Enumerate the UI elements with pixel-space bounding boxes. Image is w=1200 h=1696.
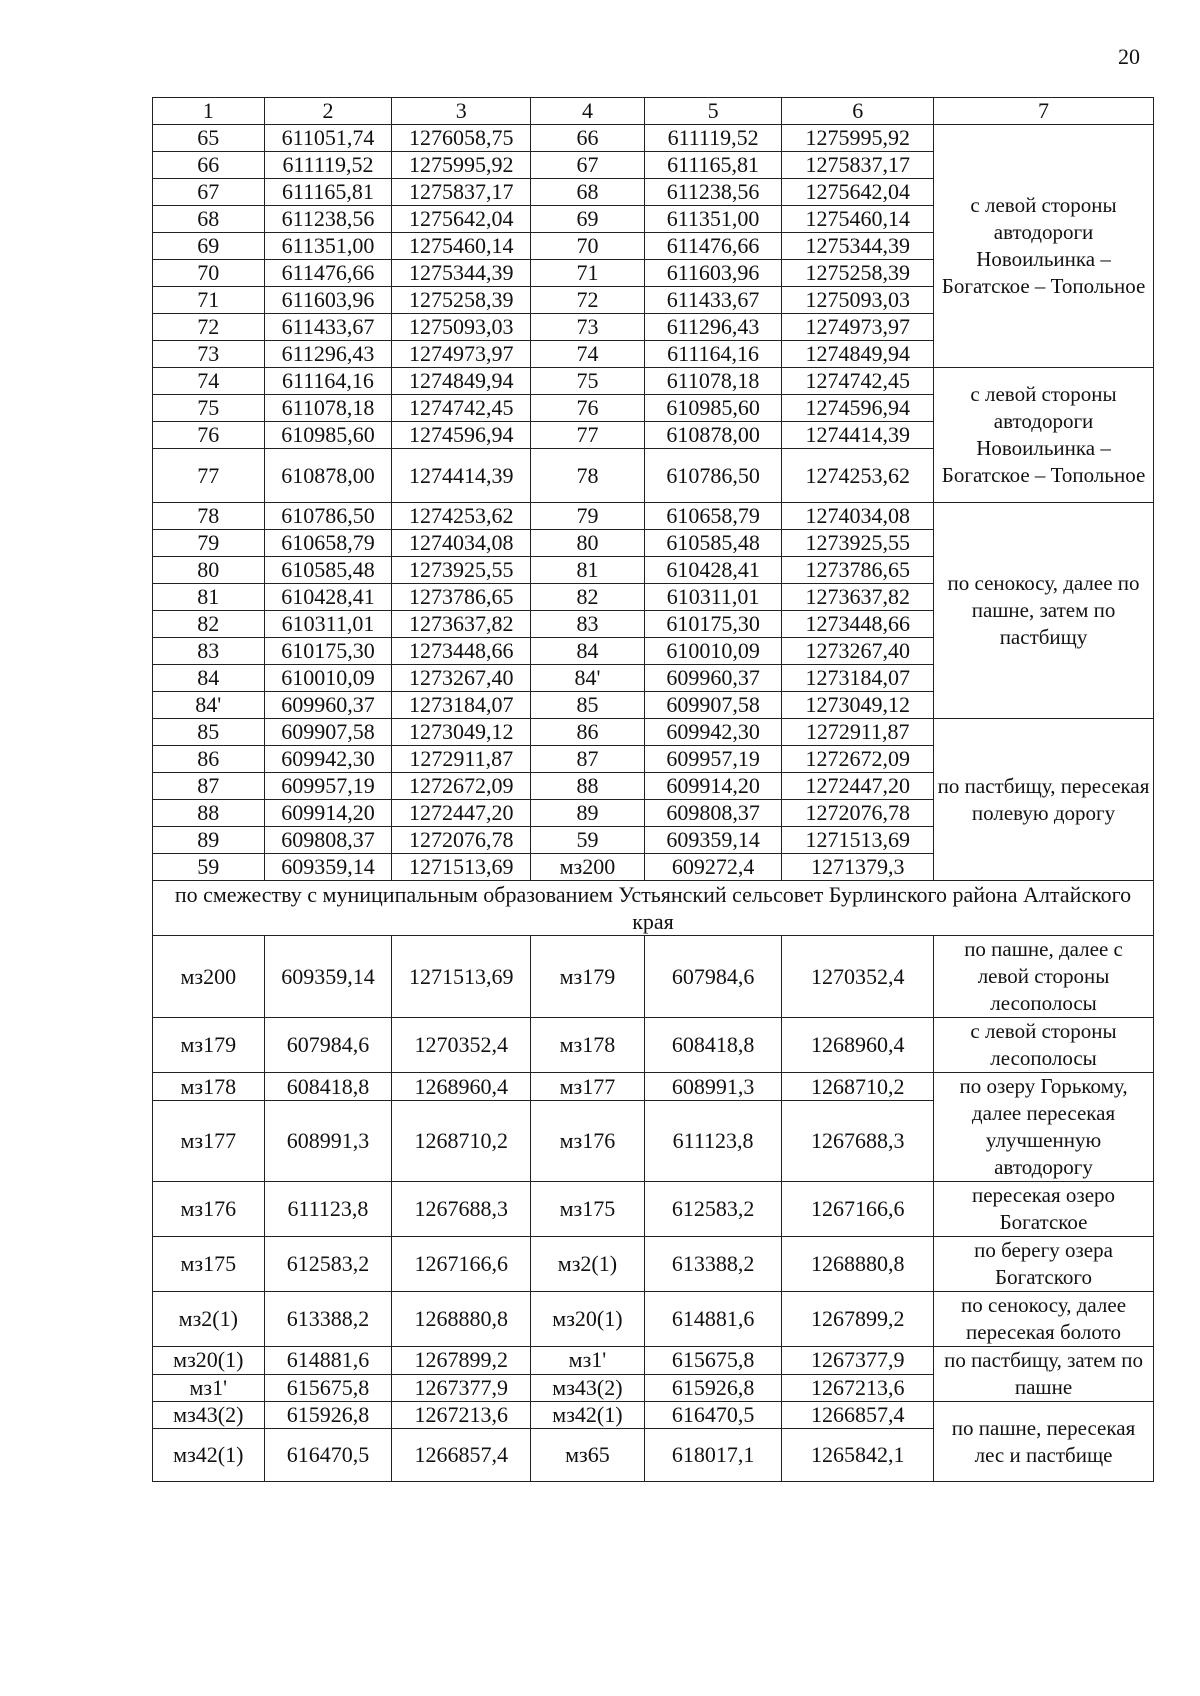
cell-c1: мз200 [153,936,265,1018]
cell-c5: 611123,8 [644,1101,782,1182]
cell-c3: 1273267,40 [392,665,531,692]
table-row [153,1402,1154,1429]
cell-c1: 85 [153,719,265,746]
cell-c5: 615675,8 [644,1347,782,1375]
cell-c2: 611123,8 [264,1182,392,1237]
cell-c3: 1271513,69 [392,936,531,1018]
cell-c5: 611165,81 [644,152,782,179]
cell-c6: 1273448,66 [782,611,934,638]
cell-c5: 609907,58 [644,692,782,719]
cell-c2: 608991,3 [264,1101,392,1182]
cell-c6: 1267899,2 [782,1292,934,1347]
cell-c2: 611164,16 [264,368,392,395]
cell-c1: 66 [153,152,265,179]
cell-c2: 612583,2 [264,1237,392,1292]
cell-c5: 611433,67 [644,287,782,314]
cell-c6: 1273049,12 [782,692,934,719]
boundary-description: с левой стороны автодороги Новоильинка – Богатское – Топольное [934,125,1154,368]
cell-c2: 610175,30 [264,638,392,665]
cell-c1: 84' [153,692,265,719]
cell-c4: 87 [531,746,645,773]
cell-c3: 1267377,9 [392,1374,531,1402]
table-row [153,1347,1154,1375]
header-cell: 4 [531,98,645,125]
cell-c6: 1273184,07 [782,665,934,692]
cell-c3: 1273637,82 [392,611,531,638]
cell-c4: 75 [531,368,645,395]
cell-c6: 1272076,78 [782,800,934,827]
cell-c2: 611603,96 [264,287,392,314]
cell-c5: 608418,8 [644,1018,782,1073]
cell-c3: 1267688,3 [392,1182,531,1237]
cell-c5: 616470,5 [644,1402,782,1429]
cell-c3: 1275258,39 [392,287,531,314]
cell-c3: 1274742,45 [392,395,531,422]
cell-c6: 1266857,4 [782,1402,934,1429]
cell-c1: 71 [153,287,265,314]
cell-c4: 74 [531,341,645,368]
cell-c4: мз176 [531,1101,645,1182]
cell-c4: мз179 [531,936,645,1018]
cell-c6: 1268960,4 [782,1018,934,1073]
cell-c1: 74 [153,368,265,395]
table-row [153,1292,1154,1347]
cell-c2: 607984,6 [264,1018,392,1073]
header-cell: 3 [392,98,531,125]
table-row [153,1237,1154,1292]
cell-c2: 611238,56 [264,206,392,233]
cell-c5: 609272,4 [644,854,782,881]
cell-c1: мз179 [153,1018,265,1073]
boundary-description: с левой стороны лесополосы [934,1018,1154,1073]
cell-c3: 1274849,94 [392,368,531,395]
cell-c4: 82 [531,584,645,611]
cell-c4: 72 [531,287,645,314]
cell-c6: 1274742,45 [782,368,934,395]
cell-c2: 609942,30 [264,746,392,773]
cell-c4: мз20(1) [531,1292,645,1347]
cell-c4: мз42(1) [531,1402,645,1429]
cell-c3: 1274414,39 [392,449,531,503]
cell-c3: 1273448,66 [392,638,531,665]
header-cell: 7 [934,98,1154,125]
cell-c6: 1272447,20 [782,773,934,800]
cell-c1: 78 [153,503,265,530]
cell-c5: 609942,30 [644,719,782,746]
cell-c3: 1273786,65 [392,584,531,611]
cell-c5: 610786,50 [644,449,782,503]
cell-c3: 1273184,07 [392,692,531,719]
cell-c2: 611433,67 [264,314,392,341]
cell-c1: 76 [153,422,265,449]
cell-c1: мз2(1) [153,1292,265,1347]
cell-c2: 609957,19 [264,773,392,800]
cell-c3: 1266857,4 [392,1429,531,1482]
cell-c4: мз175 [531,1182,645,1237]
cell-c6: 1275460,14 [782,206,934,233]
cell-c2: 609359,14 [264,854,392,881]
cell-c2: 615675,8 [264,1374,392,1402]
cell-c1: 65 [153,125,265,152]
cell-c2: 613388,2 [264,1292,392,1347]
cell-c5: 609808,37 [644,800,782,827]
cell-c4: 68 [531,179,645,206]
cell-c6: 1274414,39 [782,422,934,449]
cell-c2: 615926,8 [264,1402,392,1429]
header-row [153,98,1154,125]
table-row [153,1073,1154,1101]
cell-c5: 610311,01 [644,584,782,611]
cell-c4: 70 [531,233,645,260]
cell-c6: 1267377,9 [782,1347,934,1375]
cell-c3: 1274596,94 [392,422,531,449]
cell-c2: 611051,74 [264,125,392,152]
cell-c2: 610311,01 [264,611,392,638]
cell-c4: мз2(1) [531,1237,645,1292]
table-row [153,368,1154,395]
cell-c5: 609957,19 [644,746,782,773]
cell-c5: 612583,2 [644,1182,782,1237]
cell-c3: 1274253,62 [392,503,531,530]
cell-c2: 616470,5 [264,1429,392,1482]
cell-c1: 59 [153,854,265,881]
cell-c3: 1275460,14 [392,233,531,260]
cell-c6: 1275258,39 [782,260,934,287]
cell-c6: 1273925,55 [782,530,934,557]
cell-c2: 609907,58 [264,719,392,746]
table-row [153,936,1154,1018]
table-row [153,503,1154,530]
cell-c6: 1265842,1 [782,1429,934,1482]
cell-c3: 1268880,8 [392,1292,531,1347]
cell-c6: 1272911,87 [782,719,934,746]
cell-c5: 611603,96 [644,260,782,287]
cell-c6: 1271513,69 [782,827,934,854]
cell-c6: 1272672,09 [782,746,934,773]
cell-c5: 611164,16 [644,341,782,368]
cell-c1: 81 [153,584,265,611]
header-cell: 1 [153,98,265,125]
cell-c3: 1267166,6 [392,1237,531,1292]
cell-c4: 77 [531,422,645,449]
cell-c6: 1274973,97 [782,314,934,341]
cell-c2: 611351,00 [264,233,392,260]
cell-c6: 1274849,94 [782,341,934,368]
cell-c5: 611351,00 [644,206,782,233]
cell-c3: 1267213,6 [392,1402,531,1429]
coordinates-table [152,97,1154,1482]
cell-c1: мз43(2) [153,1402,265,1429]
cell-c6: 1275093,03 [782,287,934,314]
cell-c4: мз1' [531,1347,645,1375]
boundary-description: по пастбищу, затем по пашне [934,1347,1154,1402]
cell-c2: 610786,50 [264,503,392,530]
cell-c5: 611238,56 [644,179,782,206]
cell-c1: 89 [153,827,265,854]
cell-c4: 86 [531,719,645,746]
cell-c1: 79 [153,530,265,557]
cell-c4: мз65 [531,1429,645,1482]
cell-c4: 80 [531,530,645,557]
cell-c6: 1273637,82 [782,584,934,611]
cell-c4: мз43(2) [531,1374,645,1402]
cell-c1: мз20(1) [153,1347,265,1375]
cell-c4: 89 [531,800,645,827]
cell-c2: 609808,37 [264,827,392,854]
cell-c3: 1271513,69 [392,854,531,881]
cell-c1: мз1' [153,1374,265,1402]
cell-c3: 1275642,04 [392,206,531,233]
cell-c2: 609960,37 [264,692,392,719]
header-cell: 5 [644,98,782,125]
cell-c5: 609359,14 [644,827,782,854]
cell-c4: 83 [531,611,645,638]
cell-c3: 1274973,97 [392,341,531,368]
cell-c1: 82 [153,611,265,638]
cell-c1: мз176 [153,1182,265,1237]
cell-c1: 83 [153,638,265,665]
cell-c1: 88 [153,800,265,827]
cell-c6: 1275642,04 [782,179,934,206]
cell-c6: 1275995,92 [782,125,934,152]
boundary-description: по берегу озера Богатского [934,1237,1154,1292]
boundary-description: по пашне, пересекая лес и пастбище [934,1402,1154,1482]
cell-c1: 84 [153,665,265,692]
cell-c3: 1267899,2 [392,1347,531,1375]
cell-c5: 611078,18 [644,368,782,395]
boundary-description: по сенокосу, далее по пашне, затем по пастбищу [934,503,1154,719]
table-row [153,1182,1154,1237]
section-note-row [153,881,1154,936]
cell-c5: 615926,8 [644,1374,782,1402]
cell-c1: 87 [153,773,265,800]
header-cell: 2 [264,98,392,125]
cell-c4: 84' [531,665,645,692]
cell-c2: 611296,43 [264,341,392,368]
cell-c5: 618017,1 [644,1429,782,1482]
cell-c2: 610878,00 [264,449,392,503]
cell-c5: 610585,48 [644,530,782,557]
cell-c6: 1273786,65 [782,557,934,584]
cell-c6: 1273267,40 [782,638,934,665]
cell-c4: 85 [531,692,645,719]
cell-c5: 610878,00 [644,422,782,449]
cell-c1: мз175 [153,1237,265,1292]
page-number: 20 [1118,44,1140,69]
cell-c6: 1267213,6 [782,1374,934,1402]
cell-c2: 608418,8 [264,1073,392,1101]
cell-c5: 611296,43 [644,314,782,341]
cell-c5: 608991,3 [644,1073,782,1101]
cell-c6: 1270352,4 [782,936,934,1018]
cell-c4: 76 [531,395,645,422]
cell-c2: 611119,52 [264,152,392,179]
cell-c2: 614881,6 [264,1347,392,1375]
cell-c4: 67 [531,152,645,179]
cell-c3: 1268710,2 [392,1101,531,1182]
cell-c4: 79 [531,503,645,530]
cell-c1: мз177 [153,1101,265,1182]
boundary-description: по сенокосу, далее пересекая болото [934,1292,1154,1347]
cell-c5: 614881,6 [644,1292,782,1347]
cell-c3: 1274034,08 [392,530,531,557]
cell-c3: 1272076,78 [392,827,531,854]
boundary-description: по озеру Горькому, далее пересекая улучшенную автодорогу [934,1073,1154,1182]
cell-c3: 1272672,09 [392,773,531,800]
section-note: по смежеству с муниципальным образованием Устьянский сельсовет Бурлинского района Алтайского края [153,881,1154,936]
cell-c6: 1274253,62 [782,449,934,503]
cell-c1: 68 [153,206,265,233]
cell-c5: 610428,41 [644,557,782,584]
cell-c4: 59 [531,827,645,854]
cell-c4: 84 [531,638,645,665]
cell-c1: 73 [153,341,265,368]
cell-c2: 611078,18 [264,395,392,422]
cell-c6: 1275344,39 [782,233,934,260]
cell-c4: 78 [531,449,645,503]
cell-c2: 610985,60 [264,422,392,449]
cell-c3: 1275837,17 [392,179,531,206]
cell-c6: 1274596,94 [782,395,934,422]
cell-c2: 611476,66 [264,260,392,287]
cell-c1: 67 [153,179,265,206]
cell-c2: 609914,20 [264,800,392,827]
cell-c6: 1268880,8 [782,1237,934,1292]
cell-c1: мз42(1) [153,1429,265,1482]
cell-c4: 71 [531,260,645,287]
cell-c5: 610175,30 [644,611,782,638]
cell-c4: мз177 [531,1073,645,1101]
cell-c6: 1271379,3 [782,854,934,881]
cell-c5: 610010,09 [644,638,782,665]
cell-c2: 611165,81 [264,179,392,206]
cell-c4: 81 [531,557,645,584]
cell-c1: 80 [153,557,265,584]
cell-c5: 609914,20 [644,773,782,800]
cell-c3: 1270352,4 [392,1018,531,1073]
cell-c3: 1272911,87 [392,746,531,773]
cell-c4: мз178 [531,1018,645,1073]
cell-c1: 77 [153,449,265,503]
table-row [153,719,1154,746]
cell-c2: 610585,48 [264,557,392,584]
cell-c3: 1268960,4 [392,1073,531,1101]
cell-c6: 1275837,17 [782,152,934,179]
cell-c5: 607984,6 [644,936,782,1018]
boundary-description: по пашне, далее с левой стороны лесополосы [934,936,1154,1018]
cell-c5: 610985,60 [644,395,782,422]
cell-c4: 73 [531,314,645,341]
cell-c4: 66 [531,125,645,152]
header-cell: 6 [782,98,934,125]
cell-c1: 75 [153,395,265,422]
cell-c2: 610428,41 [264,584,392,611]
table-row [153,125,1154,152]
cell-c6: 1274034,08 [782,503,934,530]
table-row [153,1018,1154,1073]
cell-c4: 88 [531,773,645,800]
cell-c6: 1267688,3 [782,1101,934,1182]
cell-c3: 1276058,75 [392,125,531,152]
cell-c6: 1268710,2 [782,1073,934,1101]
cell-c4: мз200 [531,854,645,881]
cell-c3: 1275344,39 [392,260,531,287]
cell-c3: 1273925,55 [392,557,531,584]
cell-c4: 69 [531,206,645,233]
cell-c1: 86 [153,746,265,773]
cell-c6: 1267166,6 [782,1182,934,1237]
cell-c1: 72 [153,314,265,341]
cell-c5: 611476,66 [644,233,782,260]
cell-c3: 1273049,12 [392,719,531,746]
cell-c1: 69 [153,233,265,260]
cell-c1: 70 [153,260,265,287]
cell-c3: 1275093,03 [392,314,531,341]
cell-c5: 611119,52 [644,125,782,152]
boundary-description: пересекая озеро Богатское [934,1182,1154,1237]
cell-c3: 1272447,20 [392,800,531,827]
cell-c2: 609359,14 [264,936,392,1018]
cell-c5: 613388,2 [644,1237,782,1292]
boundary-description: по пастбищу, пересекая полевую дорогу [934,719,1154,881]
cell-c5: 610658,79 [644,503,782,530]
cell-c2: 610658,79 [264,530,392,557]
cell-c5: 609960,37 [644,665,782,692]
boundary-description: с левой стороны автодороги Новоильинка – Богатское – Топольное [934,368,1154,503]
cell-c1: мз178 [153,1073,265,1101]
cell-c3: 1275995,92 [392,152,531,179]
cell-c2: 610010,09 [264,665,392,692]
